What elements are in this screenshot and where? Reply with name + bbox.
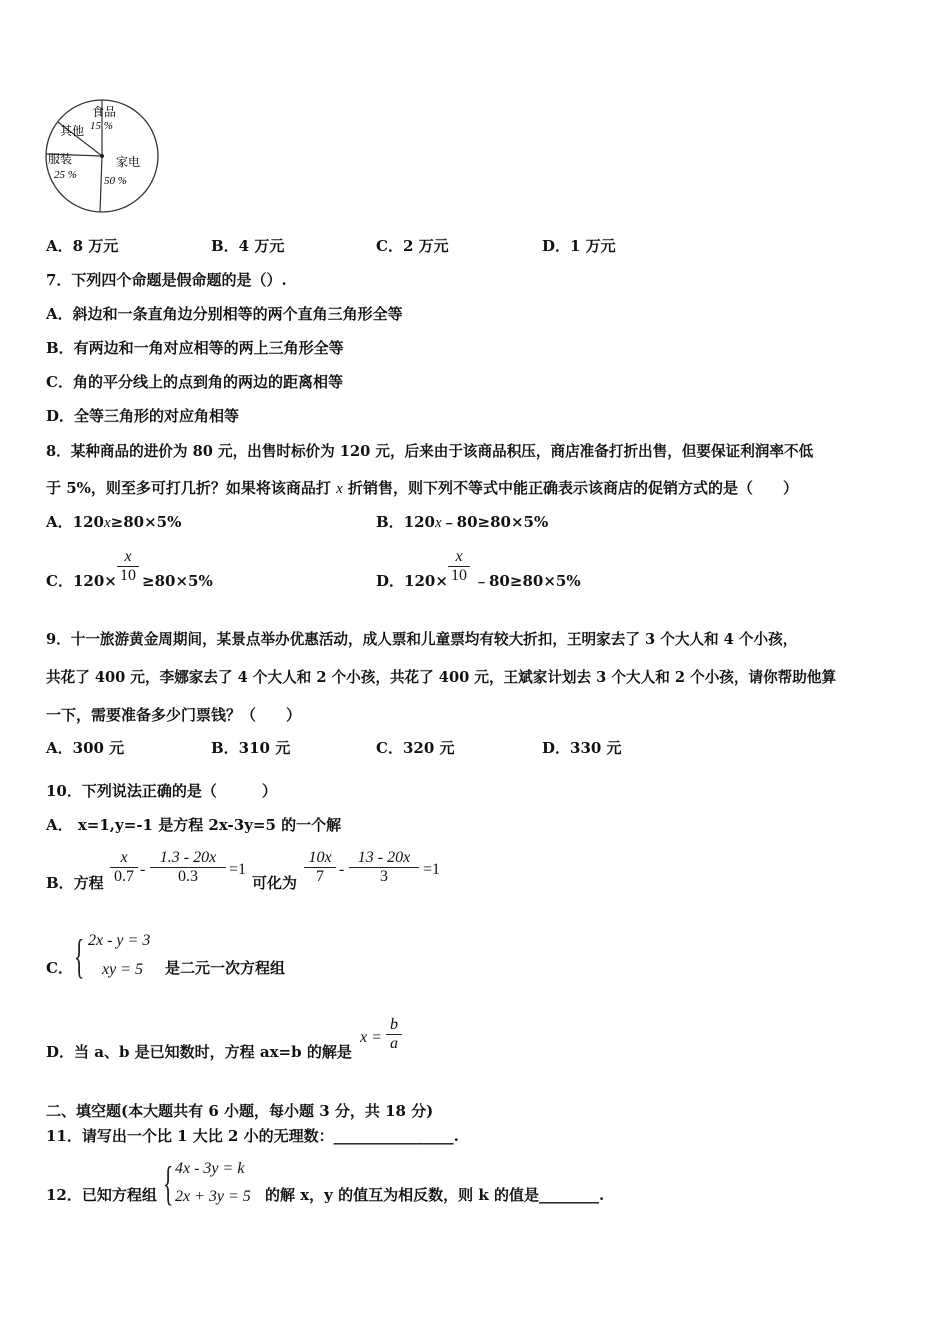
pie-label-food: 食品 bbox=[92, 105, 117, 119]
q8-option-d-fraction: x 10 bbox=[448, 548, 470, 585]
q9-line-3: 一下，需要准备多少门票钱？（ ） bbox=[46, 706, 302, 724]
q8-option-d-suffix: ﹣80≥80×5% bbox=[474, 572, 581, 590]
q9-line-1: 9．十一旅游黄金周期间，某景点举办优惠活动，成人票和儿童票均有较大折扣，王明家去了 3 个大人和 4 个小孩， bbox=[46, 631, 798, 648]
q10-b-fraction-4: 13 - 20x 3 bbox=[349, 849, 419, 886]
q7-option-b: B．有两边和一角对应相等的两上三角形全等 bbox=[46, 339, 344, 357]
q8-line-2: 于 5%，则至多可打几折？如果将该商品打 x 折销售，则下列不等式中能正确表示该商店的促销方式的是（ ） bbox=[46, 479, 799, 497]
q10-b-fraction-3: 10x 7 bbox=[304, 849, 336, 886]
q10-c-equation-2: xy = 5 bbox=[102, 961, 143, 978]
q8-option-a: A．120x≥80×5% bbox=[46, 513, 182, 531]
q10-b-equals-1: =1 bbox=[229, 861, 247, 878]
q8-option-c-prefix: C．120× bbox=[46, 572, 117, 590]
q10-option-c-suffix: 是二元一次方程组 bbox=[165, 959, 286, 977]
q10-b-minus-1: - bbox=[140, 861, 146, 878]
pie-label-clothing: 服装 bbox=[48, 152, 73, 166]
q7-option-d: D．全等三角形的对应角相等 bbox=[46, 407, 240, 425]
q10-d-fraction: b a bbox=[386, 1016, 402, 1053]
pie-pct-clothing: 25 % bbox=[54, 169, 77, 181]
q10-b-fraction-1: x 0.7 bbox=[110, 849, 138, 886]
q12-brace: { bbox=[163, 1157, 174, 1210]
q12-suffix: 的解 x，y 的值互为相反数，则 k 的值是________. bbox=[265, 1186, 605, 1204]
q10-b-minus-2: - bbox=[339, 861, 345, 878]
q8-option-c-fraction: x 10 bbox=[117, 548, 139, 585]
q8-line-1: 8．某种商品的进价为 80 元，出售时标价为 120 元，后来由于该商品积压，商店准备打折出售，但要保证利润率不低 bbox=[46, 443, 814, 460]
pie-label-other: 其他 bbox=[60, 124, 85, 138]
q10-option-b-middle: 可化为 bbox=[252, 874, 298, 892]
q9-option-b: B．310 元 bbox=[211, 739, 291, 757]
pie-divider-4 bbox=[100, 156, 102, 212]
q7-option-a: A．斜边和一条直角边分别相等的两个直角三角形全等 bbox=[46, 305, 403, 323]
q6-option-c: C．2 万元 bbox=[376, 237, 449, 255]
q12-equation-1: 4x - 3y = k bbox=[175, 1160, 245, 1177]
q10-b-fraction-2: 1.3 - 20x 0.3 bbox=[150, 849, 226, 886]
q9-option-d: D．330 元 bbox=[542, 739, 622, 757]
q9-line-2: 共花了 400 元，李娜家去了 4 个大人和 2 个小孩，共花了 400 元，王斌家计划去 3 个大人和 2 个小孩，请你帮助他算 bbox=[46, 669, 837, 686]
q10-c-equation-1: 2x - y = 3 bbox=[88, 932, 151, 949]
pie-center bbox=[100, 154, 104, 158]
q8-option-d-prefix: D．120× bbox=[376, 572, 448, 590]
q10-d-lhs: x = bbox=[360, 1029, 382, 1046]
q10-b-equals-2: =1 bbox=[423, 861, 441, 878]
q10-option-a: A． x=1,y=-1 是方程 2x-3y=5 的一个解 bbox=[46, 816, 342, 834]
pie-chart bbox=[40, 98, 170, 218]
q10-option-b-prefix: B．方程 bbox=[46, 874, 104, 892]
q9-option-c: C．320 元 bbox=[376, 739, 455, 757]
q8-option-b: B．120x﹣80≥80×5% bbox=[376, 513, 549, 531]
pie-label-appliance: 家电 bbox=[116, 155, 141, 169]
q12-equation-2: 2x + 3y = 5 bbox=[175, 1188, 251, 1205]
q12-prefix: 12．已知方程组 bbox=[46, 1186, 157, 1204]
q8-option-c-suffix: ≥80×5% bbox=[142, 572, 213, 590]
q10-option-c-prefix: C． bbox=[46, 959, 73, 977]
q7-stem: 7．下列四个命题是假命题的是（）. bbox=[46, 271, 287, 289]
q7-option-c: C．角的平分线上的点到角的两边的距离相等 bbox=[46, 373, 343, 391]
pie-pct-food: 15 % bbox=[90, 120, 113, 132]
q9-option-a: A．300 元 bbox=[46, 739, 125, 757]
section-2-heading: 二、填空题(本大题共有 6 小题，每小题 3 分，共 18 分) bbox=[46, 1102, 434, 1120]
q10-stem: 10．下列说法正确的是（ ） bbox=[46, 782, 277, 800]
q10-option-d: D．当 a、b 是已知数时，方程 ax=b 的解是 bbox=[46, 1043, 352, 1061]
pie-pct-appliance: 50 % bbox=[104, 175, 127, 187]
q10-c-brace: { bbox=[74, 930, 85, 983]
q6-option-d: D．1 万元 bbox=[542, 237, 616, 255]
q6-option-a: A．8 万元 bbox=[46, 237, 119, 255]
q6-option-b: B．4 万元 bbox=[211, 237, 285, 255]
q11: 11．请写出一个比 1 大比 2 小的无理数：________________. bbox=[46, 1127, 459, 1145]
